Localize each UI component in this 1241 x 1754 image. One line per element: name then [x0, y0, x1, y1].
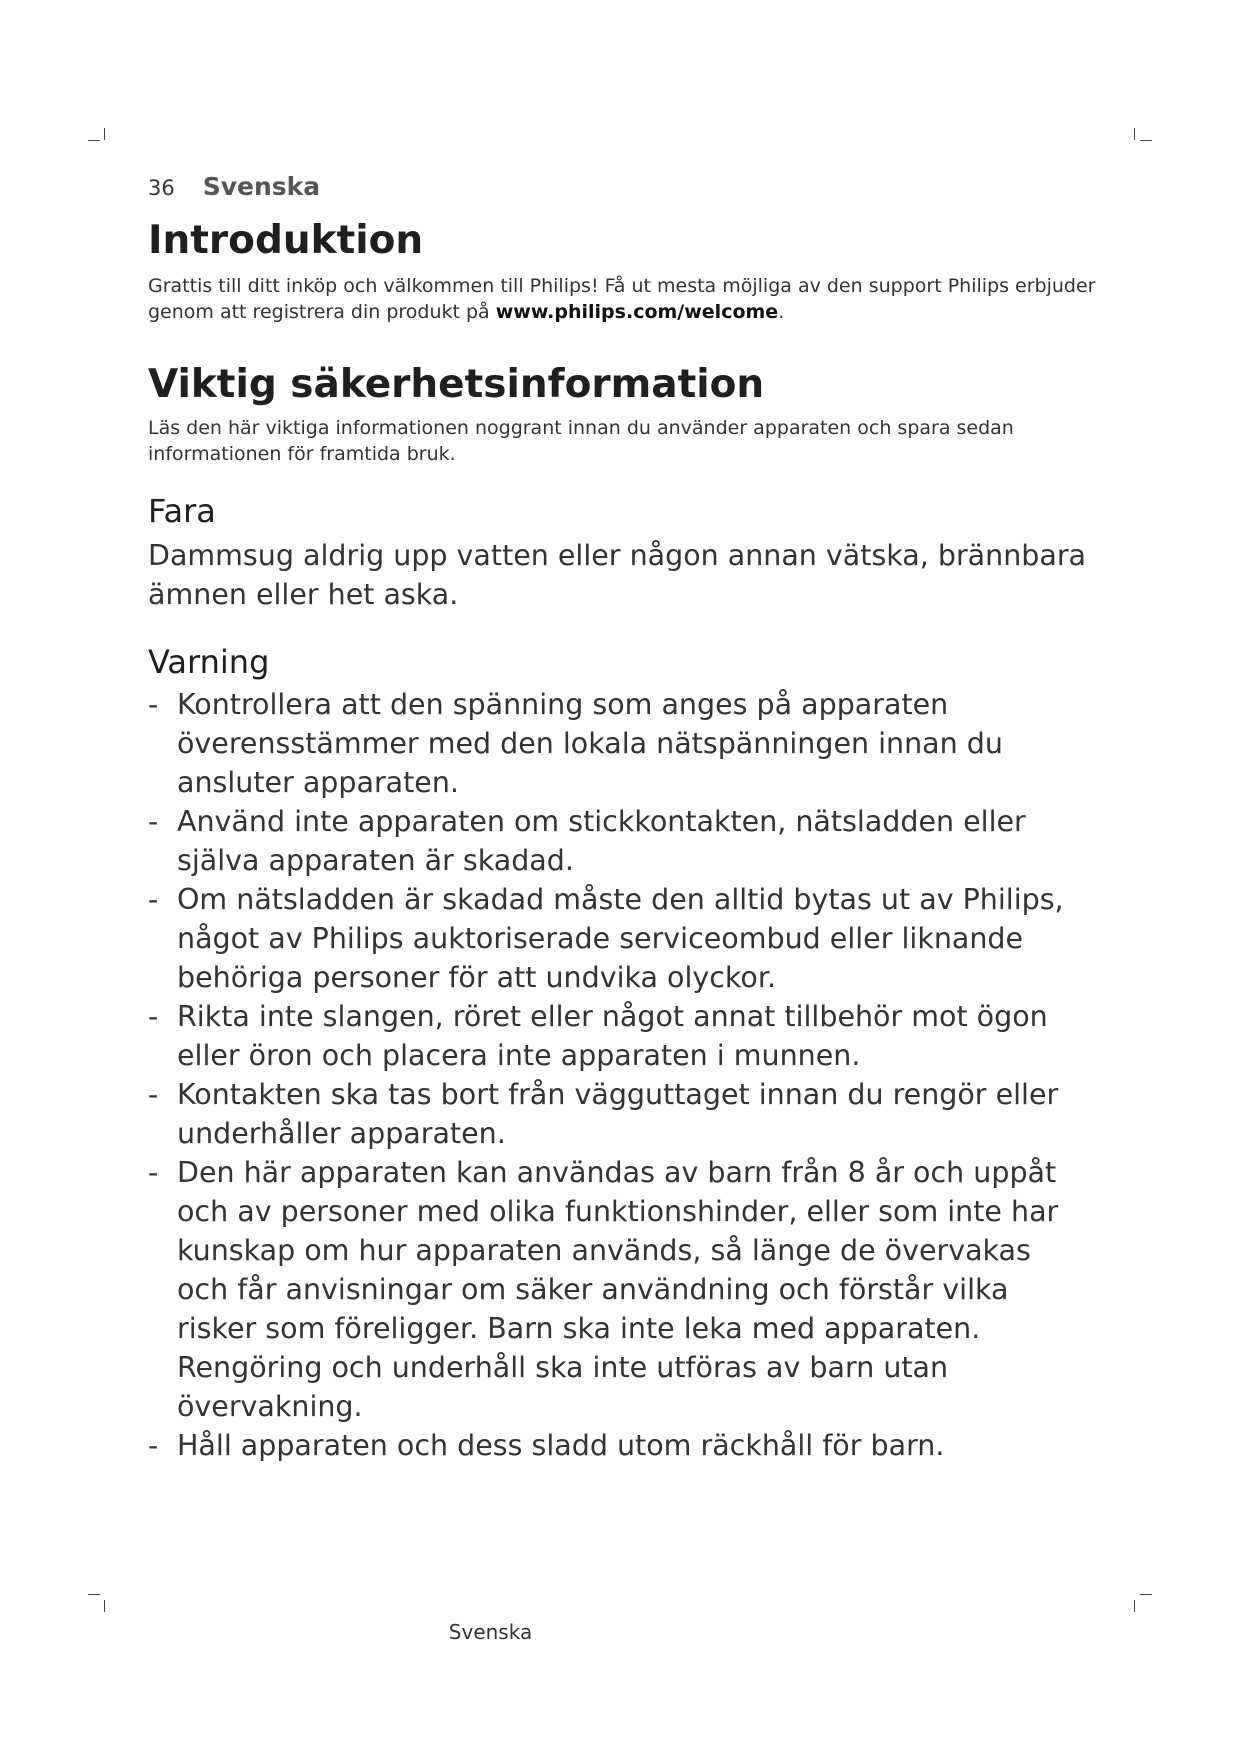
- crop-mark-top-right: [1134, 128, 1150, 144]
- list-item-text: Kontakten ska tas bort från vägguttaget innan du rengör eller underhåller apparaten.: [177, 1078, 1059, 1150]
- safety-heading: Viktig säkerhetsinformation: [148, 362, 765, 407]
- introduction-text-main: Grattis till ditt inköp och välkommen till Philips! Få ut mesta möjliga av den support Philips erbjuder genom att registrera din produkt på: [148, 275, 1096, 323]
- danger-text: Dammsug aldrig upp vatten eller någon annan vätska, brännbara ämnen eller het aska.: [148, 539, 1087, 611]
- introduction-text: [148, 273, 1108, 325]
- warning-heading: Varning: [148, 643, 270, 681]
- page-footer: [0, 1620, 1241, 1644]
- list-item: [148, 880, 1088, 997]
- dash-bullet: -: [148, 883, 159, 916]
- crop-mark-bottom-left: [88, 1594, 104, 1610]
- dash-bullet: -: [148, 1156, 159, 1189]
- dash-bullet: -: [148, 1078, 159, 1111]
- dash-bullet: -: [148, 805, 159, 838]
- list-item-text: Använd inte apparaten om stickkontakten, nätsladden eller själva apparaten är skadad.: [177, 805, 1026, 877]
- dash-bullet: -: [148, 688, 159, 721]
- danger-heading: Fara: [148, 492, 216, 530]
- list-item-text: Håll apparaten och dess sladd utom räckhåll för barn.: [177, 1429, 945, 1462]
- list-item-text: Rikta inte slangen, röret eller något annat tillbehör mot ögon eller öron och placera inte apparaten i munnen.: [177, 1000, 1048, 1072]
- page-header: [148, 172, 320, 201]
- warning-list: [148, 685, 1088, 1465]
- section-title: Svenska: [202, 172, 321, 201]
- list-item: [148, 1075, 1088, 1153]
- dash-bullet: -: [148, 1429, 159, 1462]
- list-item: [148, 997, 1088, 1075]
- introduction-text-end: .: [778, 301, 785, 323]
- footer-text: Svenska: [448, 1620, 533, 1644]
- list-item: [148, 685, 1088, 802]
- list-item-text: Kontrollera att den spänning som anges på apparaten överensstämmer med den lokala nätspänningen innan du ansluter apparaten.: [177, 688, 1003, 799]
- crop-mark-top-left: [88, 128, 104, 144]
- introduction-heading: Introduktion: [148, 218, 424, 263]
- crop-mark-bottom-right: [1134, 1594, 1150, 1610]
- safety-text: Läs den här viktiga informationen noggrant innan du använder apparaten och spara sedan informationen för framtida bruk.: [148, 417, 1014, 465]
- dash-bullet: -: [148, 1000, 159, 1033]
- list-item: [148, 1153, 1088, 1426]
- list-item: [148, 802, 1088, 880]
- welcome-link[interactable]: www.philips.com/welcome: [495, 301, 779, 323]
- list-item-text: Den här apparaten kan användas av barn från 8 år och uppåt och av personer med olika funktionshinder, eller som inte har kunskap om hur apparaten används, så länge de övervakas och får anvisningar om säker användning och förstår vilka risker som föreligger. Barn ska inte leka med apparaten. Rengöring och underhåll ska inte utföras av barn utan övervakning.: [177, 1156, 1059, 1423]
- list-item: [148, 1426, 1088, 1465]
- list-item-text: Om nätsladden är skadad måste den alltid bytas ut av Philips, något av Philips auktoriserade serviceombud eller liknande behöriga personer för att undvika olyckor.: [177, 883, 1064, 994]
- page-number: 36: [148, 176, 175, 200]
